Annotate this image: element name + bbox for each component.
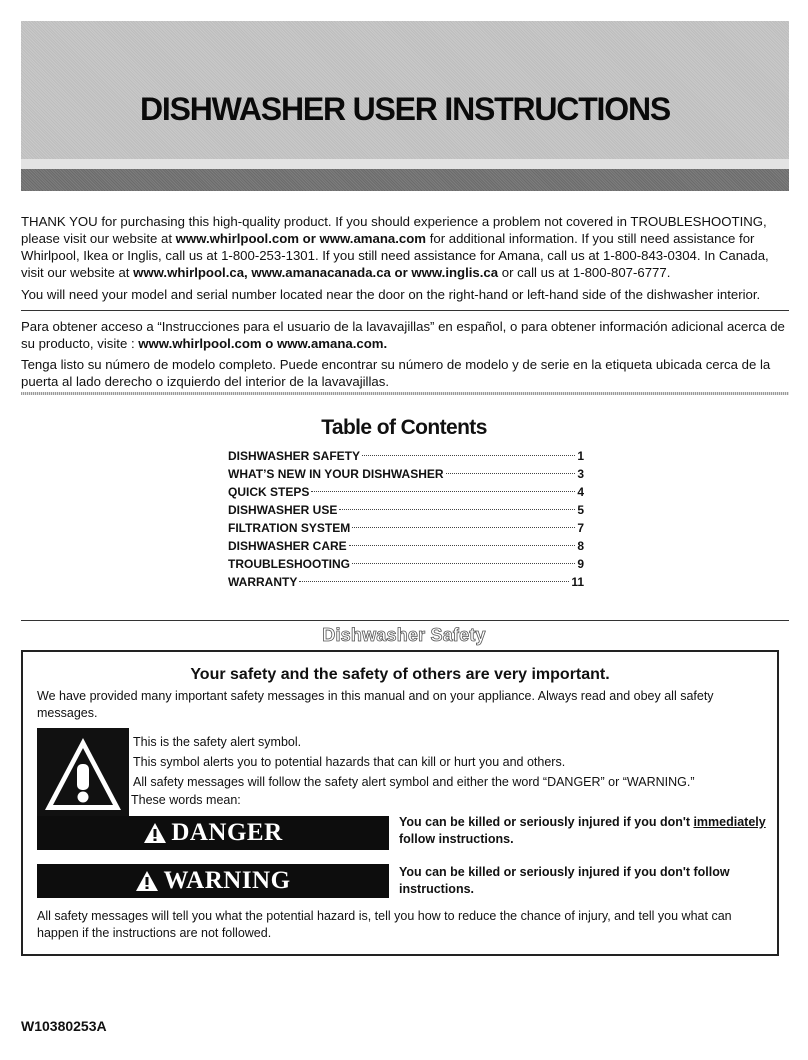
table-of-contents	[228, 447, 584, 591]
intro-text: for additional information. If you still need assistance for Whirlpool, Ikea or Inglis, call us at 1-800-253-1301. If you still need assistance for Amana, call us at 1-800-843-0304. In Canada, visit our website at	[21, 231, 769, 280]
dotted-divider	[21, 392, 789, 395]
warning-label: WARNING	[163, 867, 291, 894]
intro-english	[21, 213, 789, 303]
header-banner	[21, 21, 789, 191]
toc-item[interactable]: DISHWASHER CARE 8	[228, 539, 584, 553]
section-title: Dishwasher Safety	[322, 625, 486, 645]
toc-item[interactable]: WARRANTY 11	[228, 575, 584, 589]
website-link-spanish: www.whirlpool.com o www.amana.com.	[138, 336, 388, 351]
banner-stripe-dark	[21, 169, 789, 191]
danger-label-box	[37, 816, 389, 850]
spanish-paragraph-1	[21, 318, 789, 352]
spanish-text: Para obtener acceso a “Instrucciones para el usuario de la lavavajillas” en español, o para obtener información adicional acerca de su producto, visite :	[21, 319, 785, 351]
intro-paragraph-1	[21, 213, 789, 281]
alert-line: All safety messages will follow the safety alert symbol and either the word “DANGER” or “WARNING.”	[133, 775, 695, 789]
safety-alert-icon	[37, 728, 129, 820]
intro-spanish	[21, 318, 789, 390]
warning-triangle-icon	[143, 822, 167, 844]
toc-item[interactable]: DISHWASHER SAFETY 1	[228, 449, 584, 463]
safety-footer: All safety messages will tell you what the potential hazard is, tell you how to reduce the chance of injury, and tell you what can happen if the instructions are not followed.	[37, 909, 732, 940]
safety-alert-text	[133, 732, 695, 808]
banner-stripe-light	[21, 159, 789, 169]
divider	[21, 310, 789, 311]
toc-title: Table of Contents	[321, 416, 487, 439]
website-link-us: www.whirlpool.com or www.amana.com	[175, 231, 427, 246]
warning-label-box	[37, 864, 389, 898]
page-title: DISHWASHER USER INSTRUCTIONS	[140, 91, 670, 127]
alert-line: This symbol alerts you to potential hazards that can kill or hurt you and others.	[133, 755, 566, 769]
danger-label: DANGER	[171, 819, 283, 846]
toc-item[interactable]: DISHWASHER USE 5	[228, 503, 584, 517]
warning-triangle-icon	[135, 870, 159, 892]
alert-line: These words mean:	[131, 793, 241, 807]
safety-headline: Your safety and the safety of others are very important.	[190, 666, 610, 683]
website-link-canada: www.whirlpool.ca, www.amanacanada.ca or www.inglis.ca	[133, 265, 499, 280]
danger-description: You can be killed or seriously injured if you don't immediately follow instructions.	[399, 815, 766, 846]
safety-box	[21, 650, 779, 956]
toc-item[interactable]: TROUBLESHOOTING 9	[228, 557, 584, 571]
intro-text: or call us at 1-800-807-6777.	[498, 265, 671, 280]
intro-text: THANK YOU for purchasing this high-quality product. If you should experience a problem not covered in TROUBLESHOOTING, please visit our website at	[21, 214, 767, 246]
intro-paragraph-2: You will need your model and serial number located near the door on the right-hand or left-hand side of the dishwasher interior.	[21, 287, 761, 302]
safety-intro: We have provided many important safety messages in this manual and on your appliance. Always read and obey all safety messages.	[37, 689, 714, 720]
toc-item[interactable]: QUICK STEPS 4	[228, 485, 584, 499]
spanish-paragraph-2: Tenga listo su número de modelo completo. Puede encontrar su número de modelo y de serie en la etiqueta ubicada cerca de la puerta al lado derecho o izquierdo del interior de la lavavajillas.	[21, 357, 771, 389]
toc-item[interactable]: FILTRATION SYSTEM 7	[228, 521, 584, 535]
document-number: W10380253A	[21, 1018, 107, 1034]
warning-description: You can be killed or seriously injured if you don't follow instructions.	[399, 865, 730, 896]
divider	[21, 620, 789, 621]
alert-line: This is the safety alert symbol.	[133, 735, 302, 749]
toc-item[interactable]: WHAT’S NEW IN YOUR DISHWASHER 3	[228, 467, 584, 481]
